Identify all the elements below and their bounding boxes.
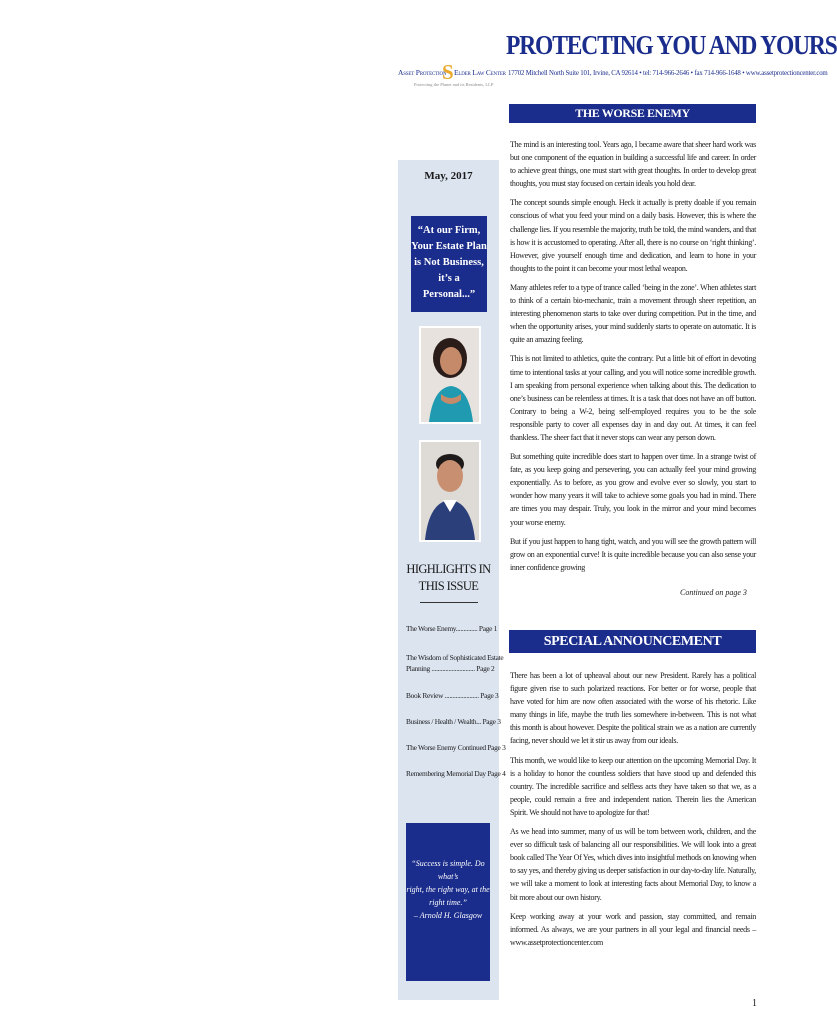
toc-item[interactable]: The Worse Enemy.............. Page 1 xyxy=(406,624,498,633)
firm-quote-box: “At our Firm, Your Estate Plan is Not Business, it’s a Personal...” xyxy=(411,216,487,312)
attorney-photo-man xyxy=(419,440,481,542)
toc-item[interactable]: The Worse Enemy Continued Page 3 xyxy=(406,743,506,752)
paragraph: Keep working away at your work and passion, stay committed, and remain informed. As always, we are your partners in all your legal and financial needs – www.assetprotectioncenter.com xyxy=(510,911,756,947)
article-heading-special-announcement: SPECIAL ANNOUNCEMENT xyxy=(509,630,756,653)
paragraph: There has been a lot of upheaval about our new President. Rarely has a political figure given rise to such polarized reactions. For better or for worse, people that have voted for him are now often associated with the worse of his rhetoric. Like many things in life, maybe the truth lies somewhere in-between. This is not what this month is about however. Despite the political strain we as a nation are currently facing, never should we let it stir us away from our ideals. xyxy=(510,671,756,746)
logo-tagline: Protecting the Planet and its Residents, LLP xyxy=(414,82,494,87)
issue-date: May, 2017 xyxy=(424,170,473,182)
paragraph: Many athletes refer to a type of trance called ‘being in the zone’. When athletes start to think of a certain bio-mechanic, train a movement through sheer repetition, an interesting phenomenon starts to take over during competition. Put in the time, and when the opportunity arises, your mind suddenly starts to operate on automatic. It is quite an amazing feeling. xyxy=(510,282,756,345)
quote-line: right time.” xyxy=(429,898,467,907)
paragraph: The concept sounds simple enough. Heck it actually is pretty doable if you remain conscious of what you feed your mind on a daily basis. However, this is where the challenge lies. If you resemble the majority, truth be told, the mind wanders, and that is how it is accustomed to operating. After all, there is no course on ‘right thinking’. However, give yourself enough time and dedication, and learn to hone in your thoughts to the point it can become your most lethal weapon. xyxy=(510,198,756,273)
attorney-photo-woman xyxy=(419,326,481,424)
firm-logo xyxy=(398,60,506,92)
toc-item[interactable]: Planning ............................ Page 2 xyxy=(406,664,495,673)
paragraph: As we head into summer, many of us will be torn between work, children, and the ever so difficult task of balancing all our responsibilities. We will look into a great book called The Year Of Yes, which dives into insightful methods on knowing when to say yes, and thereby giving us deeper satisfaction in our day-to-day life. Naturally, we will take a moment to look at interesting facts about Memorial Day, to know a bit more about our own history. xyxy=(510,827,756,902)
logo-s-mark: S xyxy=(442,60,454,84)
quote-author: – Arnold H. Glasgow xyxy=(413,911,483,920)
toc-item[interactable]: Book Review ...................... Page 3 xyxy=(406,691,499,700)
highlights-heading: HIGHLIGHTS IN THIS ISSUE xyxy=(406,562,491,593)
logo-left-text: Asset Protection xyxy=(398,68,447,77)
paragraph: But something quite incredible does start to happen over time. In a strange twist of fate, as you keep going and persevering, you can actually feel your mind growing exponentially. As to before, as you grow and evolve ever so slowly, you start to wonder how many years it will take to achieve some goals you had in mind. There are times you may despair. Truly, you look in the mirror and your mind becomes your worse enemy. xyxy=(510,452,756,527)
paragraph: But if you just happen to hang tight, watch, and you will see the growth pattern will grow on an exponential curve! It is quite incredible because you can also sense your inner confidence growing xyxy=(510,536,756,572)
success-quote-box xyxy=(406,823,490,981)
continued-note[interactable]: Continued on page 3 xyxy=(680,588,747,597)
portrait-man-icon xyxy=(421,442,479,540)
contact-line: 17702 Mitchell North Suite 101, Irvine, CA 92614 • tel: 714-966-2646 • fax 714-966-1648 • www.assetprotectioncenter.com xyxy=(508,68,828,77)
portrait-woman-icon xyxy=(421,328,479,422)
article-heading-worse-enemy: THE WORSE ENEMY xyxy=(509,104,756,123)
logo-right-text: Elder Law Center xyxy=(454,68,506,77)
paragraph: This is not limited to athletics, quite the contrary. Put a little bit of effort in devoting time to intentional tasks at your calling, and you will notice some incredible growth. I am speaking from personal experience when talking about this. The dedication to one’s business can be relentless at times. It is a task that does not have an off button. Contrary to being a W-2, being self-employed requires you to be the sole responsible party to cover all expenses day in and day out. At times, it can feel thankless. The sheer fact that it never stops can wear any person down. xyxy=(510,354,756,442)
article-body-special-announcement xyxy=(510,669,756,955)
paragraph: The mind is an interesting tool. Years ago, I became aware that sheer hard work was but one component of the equation in building a successful life and career. In order to achieve great things, one must start with great thoughts. In order to develop great thoughts, you must stay focused on certain ideals you hold dear. xyxy=(510,140,756,189)
page-number: 1 xyxy=(752,998,757,1009)
paragraph: This month, we would like to keep our attention on the upcoming Memorial Day. It is a holiday to honor the countless soldiers that have stood up and defended this country. The incredible sacrifice and selfless acts they have taken so that we, as a people, could remain a free and independent nation. Therein lies the American Spirit. We should not have to apologize for that! xyxy=(510,755,756,817)
toc-item[interactable]: The Wisdom of Sophisticated Estate xyxy=(406,653,504,662)
quote-line: “Success is simple. Do what’s xyxy=(411,859,485,881)
newsletter-title: PROTECTING YOU AND YOURS xyxy=(506,30,837,60)
toc-item[interactable]: Remembering Memorial Day Page 4 xyxy=(406,769,506,778)
quote-line: right, the right way, at the xyxy=(406,885,490,894)
toc-item[interactable]: Business / Health / Wealth... Page 3 xyxy=(406,717,501,726)
article-body-worse-enemy xyxy=(510,138,756,580)
highlights-divider xyxy=(420,602,478,603)
